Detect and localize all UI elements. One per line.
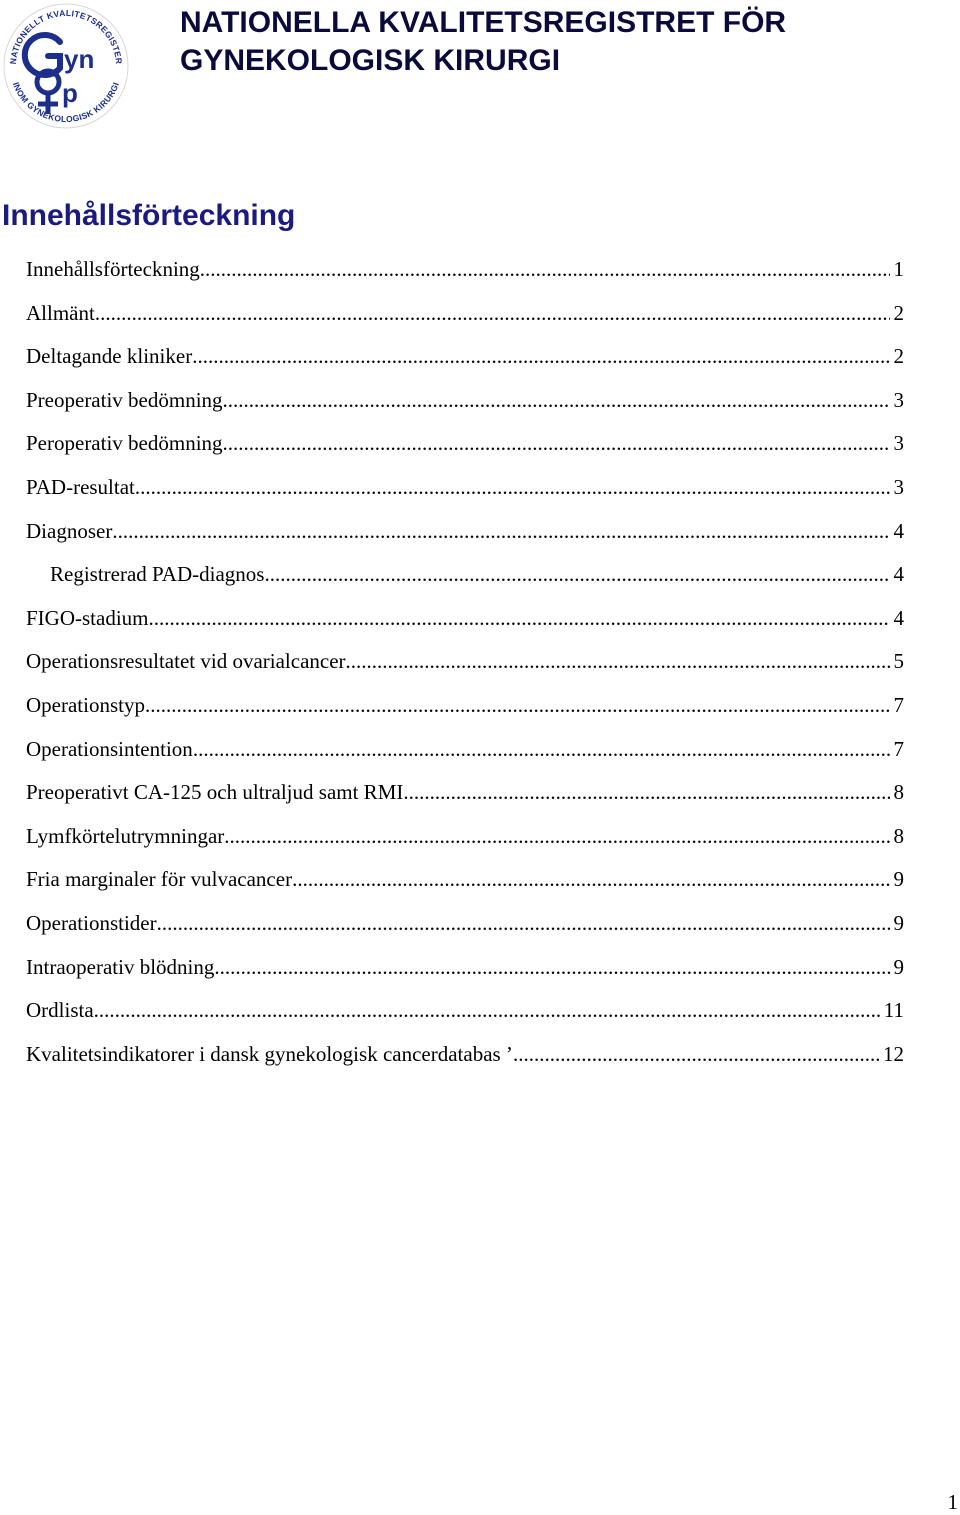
toc-entry-page: 3 (893, 474, 904, 499)
toc-entry-label: Kvalitetsindikatorer i dansk gynekologisk cancerdatabas ’ (26, 1041, 513, 1066)
toc-entry-page: 7 (893, 692, 904, 717)
toc-entry[interactable] (26, 338, 904, 382)
toc-entry-page: 8 (893, 780, 904, 805)
toc-entry-label: FIGO-stadium (26, 605, 149, 630)
svg-text:p: p (62, 78, 78, 108)
toc-entry[interactable] (26, 774, 904, 818)
page-number: 1 (947, 1490, 958, 1514)
toc-leader-dots (157, 905, 890, 941)
toc-leader-dots (223, 382, 890, 418)
toc-entry-page: 12 (883, 1041, 904, 1066)
logo-text-bottom: INOM GYNEKOLOGISK KIRURGI (10, 80, 122, 125)
toc-entry-page: 3 (893, 431, 904, 456)
toc-entry[interactable] (26, 1036, 904, 1080)
toc-entry[interactable] (26, 513, 904, 557)
toc-entry[interactable] (26, 643, 904, 687)
toc-entry-label: Operationsintention (26, 736, 193, 761)
toc-leader-dots (95, 295, 890, 331)
table-of-contents (26, 251, 904, 1079)
toc-entry-label: Ordlista (26, 998, 94, 1023)
toc-entry-label: Preoperativ bedömning (26, 387, 223, 412)
toc-leader-dots (149, 600, 890, 636)
toc-entry-label: Preoperativt CA-125 och ultraljud samt RMI (26, 780, 404, 805)
toc-entry-label: Operationsresultatet vid ovarialcancer (26, 649, 346, 674)
toc-entry-page: 2 (893, 300, 904, 325)
toc-entry-page: 9 (893, 910, 904, 935)
toc-entry[interactable] (26, 992, 904, 1036)
toc-entry[interactable] (26, 687, 904, 731)
toc-entry[interactable] (26, 861, 904, 905)
toc-entry-label: Deltagande kliniker (26, 344, 193, 369)
toc-entry-label: Fria marginaler för vulvacancer (26, 867, 293, 892)
registry-title-line1: NATIONELLA KVALITETSREGISTRET FÖR (180, 6, 787, 39)
toc-entry-label: Lymfkörtelutrymningar (26, 823, 225, 848)
toc-entry-page: 9 (893, 867, 904, 892)
logo-text-top: NATIONELLT KVALITETSREGISTER (7, 7, 125, 65)
toc-heading: Innehållsförteckning (2, 199, 296, 232)
toc-entry-label: PAD-resultat (26, 474, 135, 499)
toc-entry-page: 8 (893, 823, 904, 848)
toc-leader-dots (94, 992, 880, 1028)
toc-entry-label: Operationstider (26, 910, 157, 935)
toc-entry[interactable] (26, 905, 904, 949)
svg-text:yn: yn (64, 44, 95, 74)
toc-leader-dots (223, 425, 890, 461)
toc-entry[interactable] (26, 382, 904, 426)
toc-leader-dots (135, 469, 890, 505)
toc-entry[interactable] (26, 425, 904, 469)
toc-entry-label: Peroperativ bedömning (26, 431, 223, 456)
toc-entry-label: Intraoperativ blödning (26, 954, 215, 979)
toc-entry-page: 9 (893, 954, 904, 979)
toc-entry[interactable] (26, 600, 904, 644)
toc-entry[interactable] (26, 949, 904, 993)
registry-title (180, 4, 786, 80)
toc-leader-dots (292, 861, 889, 897)
toc-entry-page: 4 (893, 562, 904, 587)
toc-leader-dots (224, 818, 889, 854)
toc-leader-dots (513, 1036, 879, 1072)
toc-entry[interactable] (26, 251, 904, 295)
toc-entry-label: Innehållsförteckning (26, 257, 200, 281)
toc-entry-page: 2 (893, 344, 904, 369)
toc-entry-label: Allmänt (26, 300, 95, 325)
toc-entry-page: 1 (893, 257, 904, 281)
registry-title-line2: GYNEKOLOGISK KIRURGI (180, 44, 561, 77)
toc-leader-dots (214, 949, 889, 985)
toc-entry-label: Diagnoser (26, 518, 113, 543)
toc-leader-dots (192, 338, 889, 374)
toc-subentry[interactable] (26, 556, 904, 600)
toc-leader-dots (200, 251, 890, 287)
toc-leader-dots (112, 513, 889, 549)
toc-entry-page: 5 (893, 649, 904, 674)
toc-entry-label: Registrerad PAD-diagnos (50, 562, 265, 587)
toc-leader-dots (346, 643, 890, 679)
toc-entry[interactable] (26, 818, 904, 862)
toc-leader-dots (403, 774, 889, 810)
toc-entry-page: 4 (893, 518, 904, 543)
gynop-logo (2, 2, 130, 130)
toc-entry-page: 7 (893, 736, 904, 761)
toc-entry[interactable] (26, 469, 904, 513)
toc-leader-dots (264, 556, 889, 592)
toc-leader-dots (145, 687, 890, 723)
toc-entry[interactable] (26, 295, 904, 339)
toc-entry-label: Operationstyp (26, 692, 145, 717)
toc-entry-page: 11 (883, 998, 904, 1023)
toc-entry-page: 4 (893, 605, 904, 630)
toc-leader-dots (193, 731, 890, 767)
toc-entry-page: 3 (893, 387, 904, 412)
toc-entry[interactable] (26, 731, 904, 775)
